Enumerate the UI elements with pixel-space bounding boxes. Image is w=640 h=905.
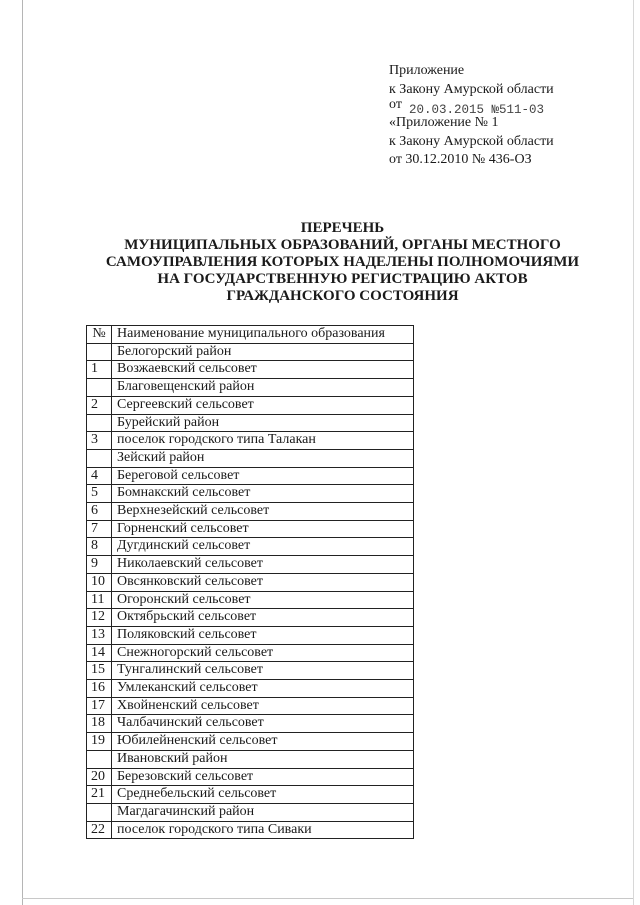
- row-number: 22: [87, 821, 112, 839]
- table-row: [87, 591, 414, 609]
- row-number: [87, 414, 112, 432]
- page-left-edge: [22, 0, 23, 905]
- table-row: [87, 662, 414, 680]
- annex-line-5: к Закону Амурской области: [389, 133, 554, 149]
- row-number: 16: [87, 680, 112, 698]
- row-number: [87, 379, 112, 397]
- municipality-name: Бомнакский сельсовет: [112, 485, 414, 503]
- row-number: 11: [87, 591, 112, 609]
- table-row: [87, 538, 414, 556]
- municipality-name: Снежногорский сельсовет: [112, 644, 414, 662]
- district-name: Белогорский район: [112, 343, 414, 361]
- municipality-name: Юбилейненский сельсовет: [112, 733, 414, 751]
- municipalities-table: [86, 325, 414, 839]
- row-number: [87, 750, 112, 768]
- municipality-name: Овсянковский сельсовет: [112, 573, 414, 591]
- table-row: [87, 573, 414, 591]
- row-number: 1: [87, 361, 112, 379]
- row-number: 3: [87, 432, 112, 450]
- district-name: Зейский район: [112, 449, 414, 467]
- table-row: [87, 520, 414, 538]
- municipality-name: Николаевский сельсовет: [112, 556, 414, 574]
- municipality-name: Огоронский сельсовет: [112, 591, 414, 609]
- table-row: [87, 609, 414, 627]
- table-row: [87, 626, 414, 644]
- municipality-name: Сергеевский сельсовет: [112, 396, 414, 414]
- table-row: [87, 379, 414, 397]
- table-row: [87, 697, 414, 715]
- table-row: [87, 556, 414, 574]
- table-header-row: [87, 326, 414, 344]
- row-number: 4: [87, 467, 112, 485]
- table-row: [87, 821, 414, 839]
- header-name: Наименование муниципального образования: [112, 326, 414, 344]
- municipality-name: Береговой сельсовет: [112, 467, 414, 485]
- municipality-name: Октябрьский сельсовет: [112, 609, 414, 627]
- table-row: [87, 361, 414, 379]
- district-name: Бурейский район: [112, 414, 414, 432]
- annex-line-1: Приложение: [389, 63, 465, 78]
- row-number: [87, 803, 112, 821]
- table-row: [87, 396, 414, 414]
- table-row: [87, 768, 414, 786]
- table-body: [87, 343, 414, 839]
- header-number: №: [87, 326, 112, 344]
- row-number: [87, 343, 112, 361]
- row-number: 12: [87, 609, 112, 627]
- table-row: [87, 432, 414, 450]
- table-row: [87, 786, 414, 804]
- row-number: 2: [87, 396, 112, 414]
- table-row: [87, 414, 414, 432]
- municipality-name: поселок городского типа Талакан: [112, 432, 414, 450]
- row-number: 20: [87, 768, 112, 786]
- annex-date-line: [389, 99, 629, 117]
- municipality-name: Среднебельский сельсовет: [112, 786, 414, 804]
- table-row: [87, 503, 414, 521]
- district-name: Магдагачинский район: [112, 803, 414, 821]
- row-number: 10: [87, 573, 112, 591]
- table-row: [87, 680, 414, 698]
- row-number: 7: [87, 520, 112, 538]
- district-name: Ивановский район: [112, 750, 414, 768]
- row-number: 6: [87, 503, 112, 521]
- title-line-4: НА ГОСУДАРСТВЕННУЮ РЕГИСТРАЦИЮ АКТОВ: [157, 271, 528, 287]
- annex-line-4: «Приложение № 1: [389, 115, 499, 130]
- annex-line-6: от 30.12.2010 № 436-ОЗ: [389, 152, 532, 167]
- title-line-1: ПЕРЕЧЕНЬ: [300, 220, 385, 236]
- district-name: Благовещенский район: [112, 379, 414, 397]
- table-row: [87, 644, 414, 662]
- row-number: 9: [87, 556, 112, 574]
- page-bottom-edge: [22, 898, 633, 899]
- row-number: 8: [87, 538, 112, 556]
- municipality-name: Верхнезейский сельсовет: [112, 503, 414, 521]
- title-line-5: ГРАЖДАНСКОГО СОСТОЯНИЯ: [226, 288, 459, 304]
- table-row: [87, 343, 414, 361]
- row-number: 5: [87, 485, 112, 503]
- table-row: [87, 467, 414, 485]
- table-row: [87, 750, 414, 768]
- table-row: [87, 803, 414, 821]
- municipality-name: Горненский сельсовет: [112, 520, 414, 538]
- municipality-name: Тунгалинский сельсовет: [112, 662, 414, 680]
- municipality-name: Березовский сельсовет: [112, 768, 414, 786]
- municipality-name: Умлеканский сельсовет: [112, 680, 414, 698]
- municipality-name: Хвойненский сельсовет: [112, 697, 414, 715]
- row-number: 13: [87, 626, 112, 644]
- title-line-2: МУНИЦИПАЛЬНЫХ ОБРАЗОВАНИЙ, ОРГАНЫ МЕСТНОГО: [124, 237, 561, 253]
- table-row: [87, 485, 414, 503]
- municipality-name: Возжаевский сельсовет: [112, 361, 414, 379]
- row-number: [87, 449, 112, 467]
- row-number: 17: [87, 697, 112, 715]
- annex-date-prefix: от: [389, 97, 402, 112]
- document-title: [80, 220, 605, 305]
- annex-line-2: к Закону Амурской области: [389, 81, 554, 97]
- table-row: [87, 449, 414, 467]
- municipality-name: поселок городского типа Сиваки: [112, 821, 414, 839]
- municipality-name: Поляковский сельсовет: [112, 626, 414, 644]
- municipality-name: Чалбачинский сельсовет: [112, 715, 414, 733]
- row-number: 15: [87, 662, 112, 680]
- row-number: 21: [87, 786, 112, 804]
- registration-stamp: 20.03.2015 №511-03: [409, 103, 545, 117]
- annex-header: [389, 62, 629, 170]
- title-line-3: САМОУПРАВЛЕНИЯ КОТОРЫХ НАДЕЛЕНЫ ПОЛНОМОЧИЯМИ: [105, 254, 580, 270]
- row-number: 18: [87, 715, 112, 733]
- table-row: [87, 715, 414, 733]
- row-number: 19: [87, 733, 112, 751]
- row-number: 14: [87, 644, 112, 662]
- table-row: [87, 733, 414, 751]
- municipality-name: Дугдинский сельсовет: [112, 538, 414, 556]
- page-right-edge: [633, 0, 634, 905]
